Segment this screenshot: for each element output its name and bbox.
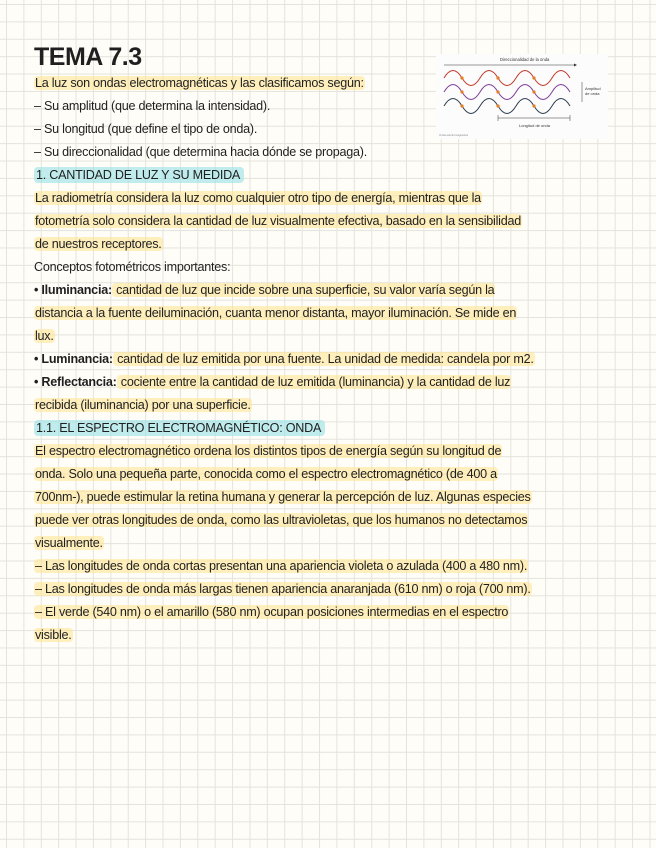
concepts-line: Conceptos fotométricos importantes:: [34, 260, 231, 274]
iluminancia-line-1: • Iluminancia: cantidad de luz que incide sobre una superficie, su valor varía según la: [34, 283, 495, 297]
corner-label: Onda electromagnética: [439, 133, 468, 137]
length-label: Longitud de onda: [519, 123, 550, 128]
spectrum-bullet-1: – Las longitudes de onda cortas presentan una apariencia violeta o azulada (400 a 480 nm).: [35, 559, 528, 573]
reflectancia-line-2: recibida (iluminancia) por una superficie.: [35, 398, 251, 412]
intro-bullet-1: – Su amplitud (que determina la intensidad).: [34, 99, 271, 113]
section-1-para-line-3: de nuestros receptores.: [35, 237, 162, 251]
spectrum-bullet-2: – Las longitudes de onda más largas tienen apariencia anaranjada (610 nm) o roja (700 nm).: [35, 582, 531, 596]
intro-bullet-2: – Su longitud (que define el tipo de onda).: [34, 122, 258, 136]
iluminancia-term: • Iluminancia:: [34, 283, 112, 297]
iluminancia-line-3: lux.: [35, 329, 54, 343]
intro-bullet-3: – Su direccionalidad (que determina hacia dónde se propaga).: [34, 145, 367, 159]
spectrum-bullet-3-line-1: – El verde (540 nm) o el amarillo (580 nm) ocupan posiciones intermedias en el espectro: [35, 605, 509, 619]
section-1-heading-line: [34, 164, 634, 187]
section-11-heading: 1.1. EL ESPECTRO ELECTROMAGNÉTICO: ONDA: [34, 420, 325, 436]
section-1-para-line-1: La radiometría considera la luz como cualquier otro tipo de energía, mientras que la: [35, 191, 481, 205]
luminancia-term: • Luminancia:: [34, 352, 113, 366]
section-11-para-line-3: 700nm-), puede estimular la retina humana y generar la percepción de luz. Algunas especies: [35, 490, 531, 504]
page-title: TEMA 7.3: [34, 43, 142, 71]
amplitude-label-2: de onda: [585, 91, 600, 96]
section-1-heading: 1. CANTIDAD DE LUZ Y SU MEDIDA: [34, 167, 244, 183]
reflectancia-line-1: • Reflectancia: cociente entre la cantidad de luz emitida (luminancia) y la cantidad de luz: [34, 375, 511, 389]
iluminancia-line-2: distancia a la fuente deiluminación, cuanta menor distanta, mayor iluminación. Se mide en: [35, 306, 517, 320]
direction-label: Direccionalidad de la onda: [500, 57, 550, 62]
section-11-heading-line: [34, 417, 634, 440]
section-11-para-line-2: onda. Solo una pequeña parte, conocida como el espectro electromagnético (de 400 a: [35, 467, 497, 481]
section-1-para-line-2: fotometría solo considera la cantidad de luz visualmente efectiva, basado en la sensibilidad: [35, 214, 521, 228]
reflectancia-term: • Reflectancia:: [34, 375, 117, 389]
section-11-para-line-1: El espectro electromagnético ordena los distintos tipos de energía según su longitud de: [35, 444, 502, 458]
section-11-para-line-4: puede ver otras longitudes de onda, como las ultravioletas, que los humanos no detectamos: [35, 513, 528, 527]
intro-text: La luz son ondas electromagnéticas y las clasificamos según:: [35, 76, 364, 90]
spectrum-bullet-3-line-2: visible.: [35, 628, 72, 642]
amplitude-label-1: Amplitud: [585, 86, 601, 91]
luminancia-line: • Luminancia: cantidad de luz emitida por una fuente. La unidad de medida: candela por m2.: [34, 352, 534, 366]
section-11-para-line-5: visualmente.: [35, 536, 103, 550]
notes-page: [34, 42, 634, 647]
intro-line: [34, 72, 634, 95]
